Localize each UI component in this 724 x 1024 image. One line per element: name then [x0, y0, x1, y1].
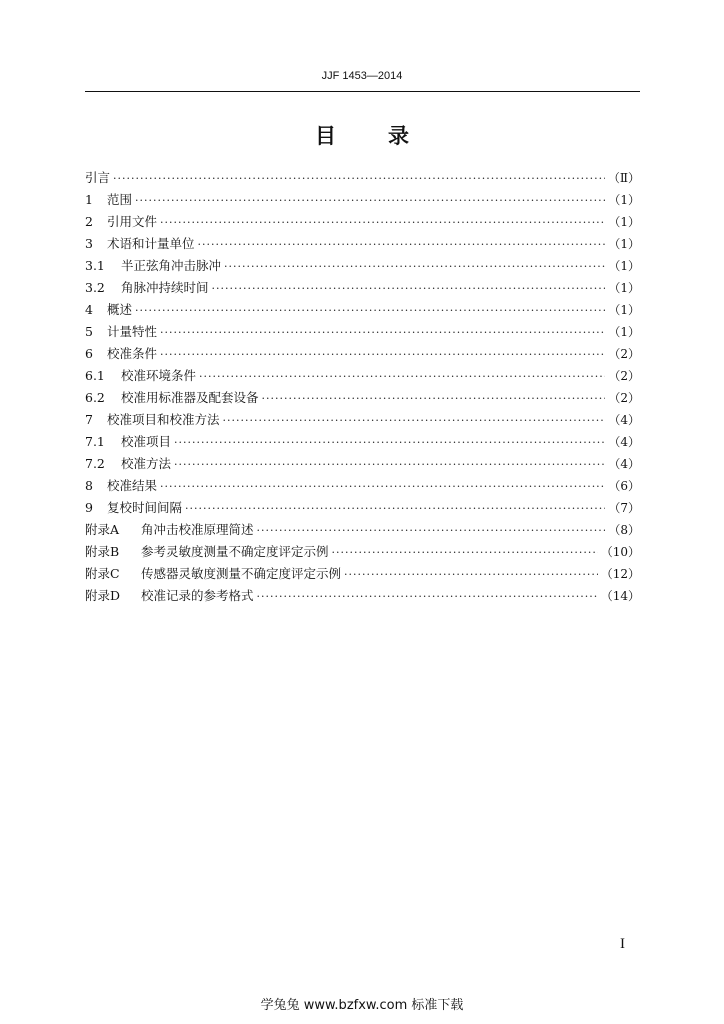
toc-entry-page: （4） — [608, 457, 640, 471]
toc-entry — [85, 520, 640, 542]
toc-entry-number: 6 — [85, 346, 93, 361]
page-title: 目录 — [315, 124, 461, 148]
toc-entry-number: 3.1 — [85, 258, 105, 273]
toc-entry-number: 6.2 — [85, 390, 105, 405]
toc-entry-page: （2） — [608, 391, 640, 405]
toc-entry-label: 校准用标准器及配套设备 — [121, 390, 259, 405]
toc-entry-page: （1） — [608, 325, 640, 339]
toc-entry-label: 术语和计量单位 — [107, 236, 195, 251]
toc-entry — [85, 278, 640, 300]
toc-entry-number: 5 — [85, 324, 93, 339]
toc-leader-dots — [212, 282, 606, 295]
toc-entry-label: 校准条件 — [107, 346, 158, 361]
toc-entry — [85, 256, 640, 278]
toc-entry-label: 半正弦角冲击脉冲 — [121, 258, 222, 273]
toc-entry — [85, 476, 640, 498]
toc-leader-dots — [135, 194, 605, 207]
toc-entry — [85, 212, 640, 234]
toc-entry-page: （14） — [600, 589, 640, 603]
toc-entry-number: 8 — [85, 478, 93, 493]
toc-entry-number: 7 — [85, 412, 93, 427]
toc-entry-page: （2） — [608, 369, 640, 383]
toc-entry-label: 校准结果 — [107, 478, 158, 493]
toc-entry-page: （10） — [600, 545, 640, 559]
toc-entry — [85, 432, 640, 454]
toc-entry-number: 1 — [85, 192, 93, 207]
toc-entry — [85, 234, 640, 256]
toc-leader-dots — [113, 172, 605, 185]
toc-entry-label: 传感器灵敏度测量不确定度评定示例 — [141, 566, 342, 581]
toc-leader-dots — [135, 304, 605, 317]
toc-entry-page: （1） — [608, 215, 640, 229]
toc-entry-number: 附录D — [85, 588, 121, 603]
toc-entry-number: 附录B — [85, 544, 120, 559]
toc-entry-page: （7） — [608, 501, 640, 515]
toc-entry — [85, 388, 640, 410]
toc-entry-label: 校准环境条件 — [121, 368, 197, 383]
toc-entry-label: 角脉冲持续时间 — [121, 280, 209, 295]
toc-leader-dots — [224, 260, 605, 273]
toc-entry-number: 3.2 — [85, 280, 105, 295]
toc-entry-page: （1） — [608, 193, 640, 207]
toc-entry — [85, 564, 640, 586]
toc-entry-number: 附录C — [85, 566, 120, 581]
toc-leader-dots — [257, 524, 606, 537]
toc-entry-number: 7.2 — [85, 456, 105, 471]
toc-entry-page: （8） — [608, 523, 640, 537]
toc-entry-number: 6.1 — [85, 368, 105, 383]
toc-leader-dots — [174, 436, 605, 449]
toc-leader-dots — [160, 348, 605, 361]
footer-watermark: 学兔兔 www.bzfxw.com 标准下载 — [260, 998, 464, 1013]
toc-leader-dots — [185, 502, 605, 515]
toc-entry-page: （1） — [608, 281, 640, 295]
toc-entry-label: 范围 — [107, 192, 133, 207]
toc-leader-dots — [199, 370, 605, 383]
toc-entry-label: 校准方法 — [121, 456, 172, 471]
toc-leader-dots — [198, 238, 606, 251]
toc-entry-label: 参考灵敏度测量不确定度评定示例 — [141, 544, 329, 559]
toc-entry-page: （1） — [608, 259, 640, 273]
toc-entry-page: （1） — [608, 237, 640, 251]
toc-entry — [85, 322, 640, 344]
toc-leader-dots — [332, 546, 598, 559]
toc-entry-label: 计量特性 — [107, 324, 158, 339]
toc-entry-page: （Ⅱ） — [607, 171, 640, 185]
toc-entry-label: 角冲击校准原理简述 — [141, 522, 254, 537]
toc-entry-page: （6） — [608, 479, 640, 493]
toc-leader-dots — [257, 590, 598, 603]
toc-entry-label: 校准项目 — [121, 434, 172, 449]
toc-leader-dots — [344, 568, 598, 581]
toc-entry — [85, 366, 640, 388]
table-of-contents — [85, 168, 640, 608]
standard-code: JJF 1453—2014 — [321, 70, 403, 82]
toc-entry-number: 3 — [85, 236, 93, 251]
page-number: I — [620, 936, 625, 952]
toc-leader-dots — [160, 480, 605, 493]
toc-entry-page: （4） — [608, 413, 640, 427]
toc-entry-page: （12） — [600, 567, 640, 581]
toc-entry-number: 2 — [85, 214, 93, 229]
toc-entry — [85, 300, 640, 322]
toc-entry-number: 9 — [85, 500, 93, 515]
toc-leader-dots — [174, 458, 605, 471]
toc-entry — [85, 542, 640, 564]
toc-entry-page: （4） — [608, 435, 640, 449]
toc-leader-dots — [223, 414, 606, 427]
toc-entry-label: 概述 — [107, 302, 133, 317]
toc-entry-label: 引言 — [85, 170, 111, 185]
toc-entry-label: 校准记录的参考格式 — [141, 588, 254, 603]
toc-entry — [85, 190, 640, 212]
toc-entry — [85, 586, 640, 608]
toc-leader-dots — [160, 216, 605, 229]
toc-leader-dots — [262, 392, 606, 405]
toc-entry — [85, 168, 640, 190]
toc-entry-label: 校准项目和校准方法 — [107, 412, 220, 427]
toc-entry-label: 复校时间间隔 — [107, 500, 183, 515]
header-rule — [85, 91, 640, 92]
toc-entry-page: （1） — [608, 303, 640, 317]
toc-leader-dots — [160, 326, 605, 339]
toc-entry-number: 7.1 — [85, 434, 105, 449]
toc-entry-number: 附录A — [85, 522, 120, 537]
toc-entry — [85, 410, 640, 432]
toc-entry — [85, 498, 640, 520]
toc-entry — [85, 344, 640, 366]
toc-entry-label: 引用文件 — [107, 214, 158, 229]
toc-entry-page: （2） — [608, 347, 640, 361]
toc-entry-number: 4 — [85, 302, 93, 317]
toc-entry — [85, 454, 640, 476]
